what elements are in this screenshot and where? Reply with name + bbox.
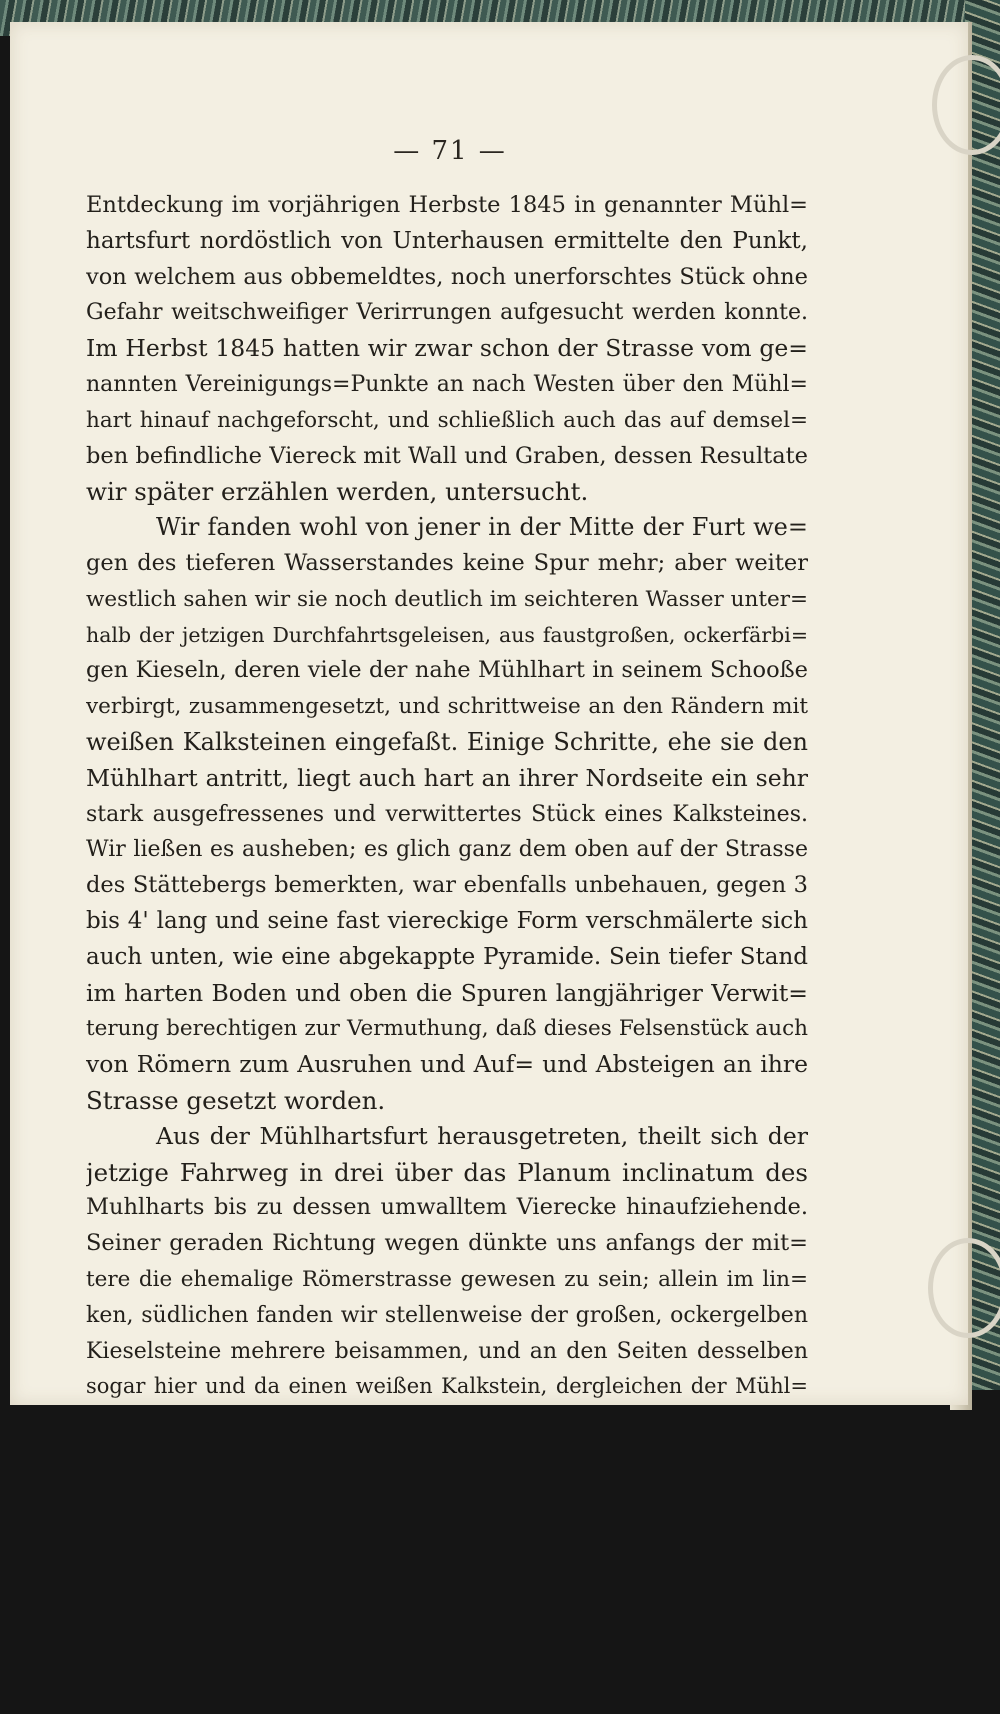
text-line: Wir fanden wohl von jener in der Mitte der Furt we= (156, 513, 808, 542)
text-line: Seiner geraden Richtung wegen dünkte uns anfangs der mit= (86, 1230, 808, 1257)
text-line: terung berechtigen zur Vermuthung, daß dieses Felsenstück auch (86, 1016, 808, 1042)
text-line: weißen Kalksteinen eingefaßt. Einige Schritte, ehe sie den (86, 727, 808, 756)
body-text (86, 188, 808, 1405)
text-line: nannten Vereinigungs=Punkte an nach Westen über den Mühl= (86, 371, 808, 397)
text-line: hartsfurt nordöstlich von Unterhausen ermittelte den Punkt, (86, 227, 808, 254)
text-line: Aus der Mühlhartsfurt herausgetreten, theilt sich der (156, 1121, 808, 1150)
text-line: sogar hier und da einen weißen Kalkstein, dergleichen der Mühl= (86, 1374, 808, 1399)
text-line: ben befindliche Viereck mit Wall und Graben, dessen Resultate (86, 442, 808, 469)
page-number: — 71 — (393, 136, 507, 166)
text-line: gen Kieseln, deren viele der nahe Mühlhart in seinem Schooße (86, 657, 808, 684)
text-line: halb der jetzigen Durchfahrtsgeleisen, aus faustgroßen, ockerfärbi= (86, 622, 808, 647)
text-line: Entdeckung im vorjährigen Herbste 1845 in genannter Mühl= (86, 192, 808, 218)
text-line: gen des tieferen Wasserstandes keine Spur mehr; aber weiter (86, 549, 808, 576)
text-line: auch unten, wie eine abgekappte Pyramide. Sein tiefer Stand (86, 943, 808, 970)
text-line: Gefahr weitschweifiger Verirrungen aufgesucht werden konnte. (86, 300, 808, 326)
text-line: Mühlhart antritt, liegt auch hart an ihrer Nordseite ein sehr (86, 763, 808, 792)
text-line: hart hinauf nachgeforscht, und schließlich auch das auf demsel= (86, 407, 808, 433)
text-line: Kieselsteine mehrere beisammen, und an den Seiten desselben (86, 1338, 808, 1364)
text-line: Muhlharts bis zu dessen umwalltem Vierecke hinaufziehende. (86, 1194, 808, 1221)
text-line: jetzige Fahrweg in drei über das Planum inclinatum des (86, 1157, 808, 1187)
text-line: stark ausgefressenes und verwittertes Stück eines Kalksteines. (86, 801, 808, 827)
text-line: von Römern zum Ausruhen und Auf= und Absteigen an ihre (86, 1050, 808, 1079)
text-line: ken, südlichen fanden wir stellenweise der großen, ockergelben (86, 1302, 808, 1328)
text-line: wir später erzählen werden, untersucht. (86, 477, 589, 507)
text-line: von welchem aus obbemeldtes, noch unerforschtes Stück ohne (86, 263, 808, 290)
text-line: Im Herbst 1845 hatten wir zwar schon der Strasse vom ge= (86, 334, 808, 363)
text-line: Strasse gesetzt worden. (86, 1085, 386, 1115)
text-line: des Stättebergs bemerkten, war ebenfalls unbehauen, gegen 3 (86, 872, 808, 899)
text-line: verbirgt, zusammengesetzt, und schrittweise an den Rändern mit (86, 694, 808, 720)
binding-ring-icon (928, 1238, 1000, 1338)
text-line: Wir ließen es ausheben; es glich ganz dem oben auf der Strasse (86, 837, 808, 863)
text-line: bis 4' lang und seine fast viereckige Form verschmälerte sich (86, 907, 808, 934)
text-line: tere die ehemalige Römerstrasse gewesen zu sein; allein im lin= (86, 1266, 808, 1292)
text-line: im harten Boden und oben die Spuren langjähriger Verwit= (86, 978, 808, 1007)
text-line: westlich sahen wir sie noch deutlich im seichteren Wasser unter= (86, 586, 808, 612)
